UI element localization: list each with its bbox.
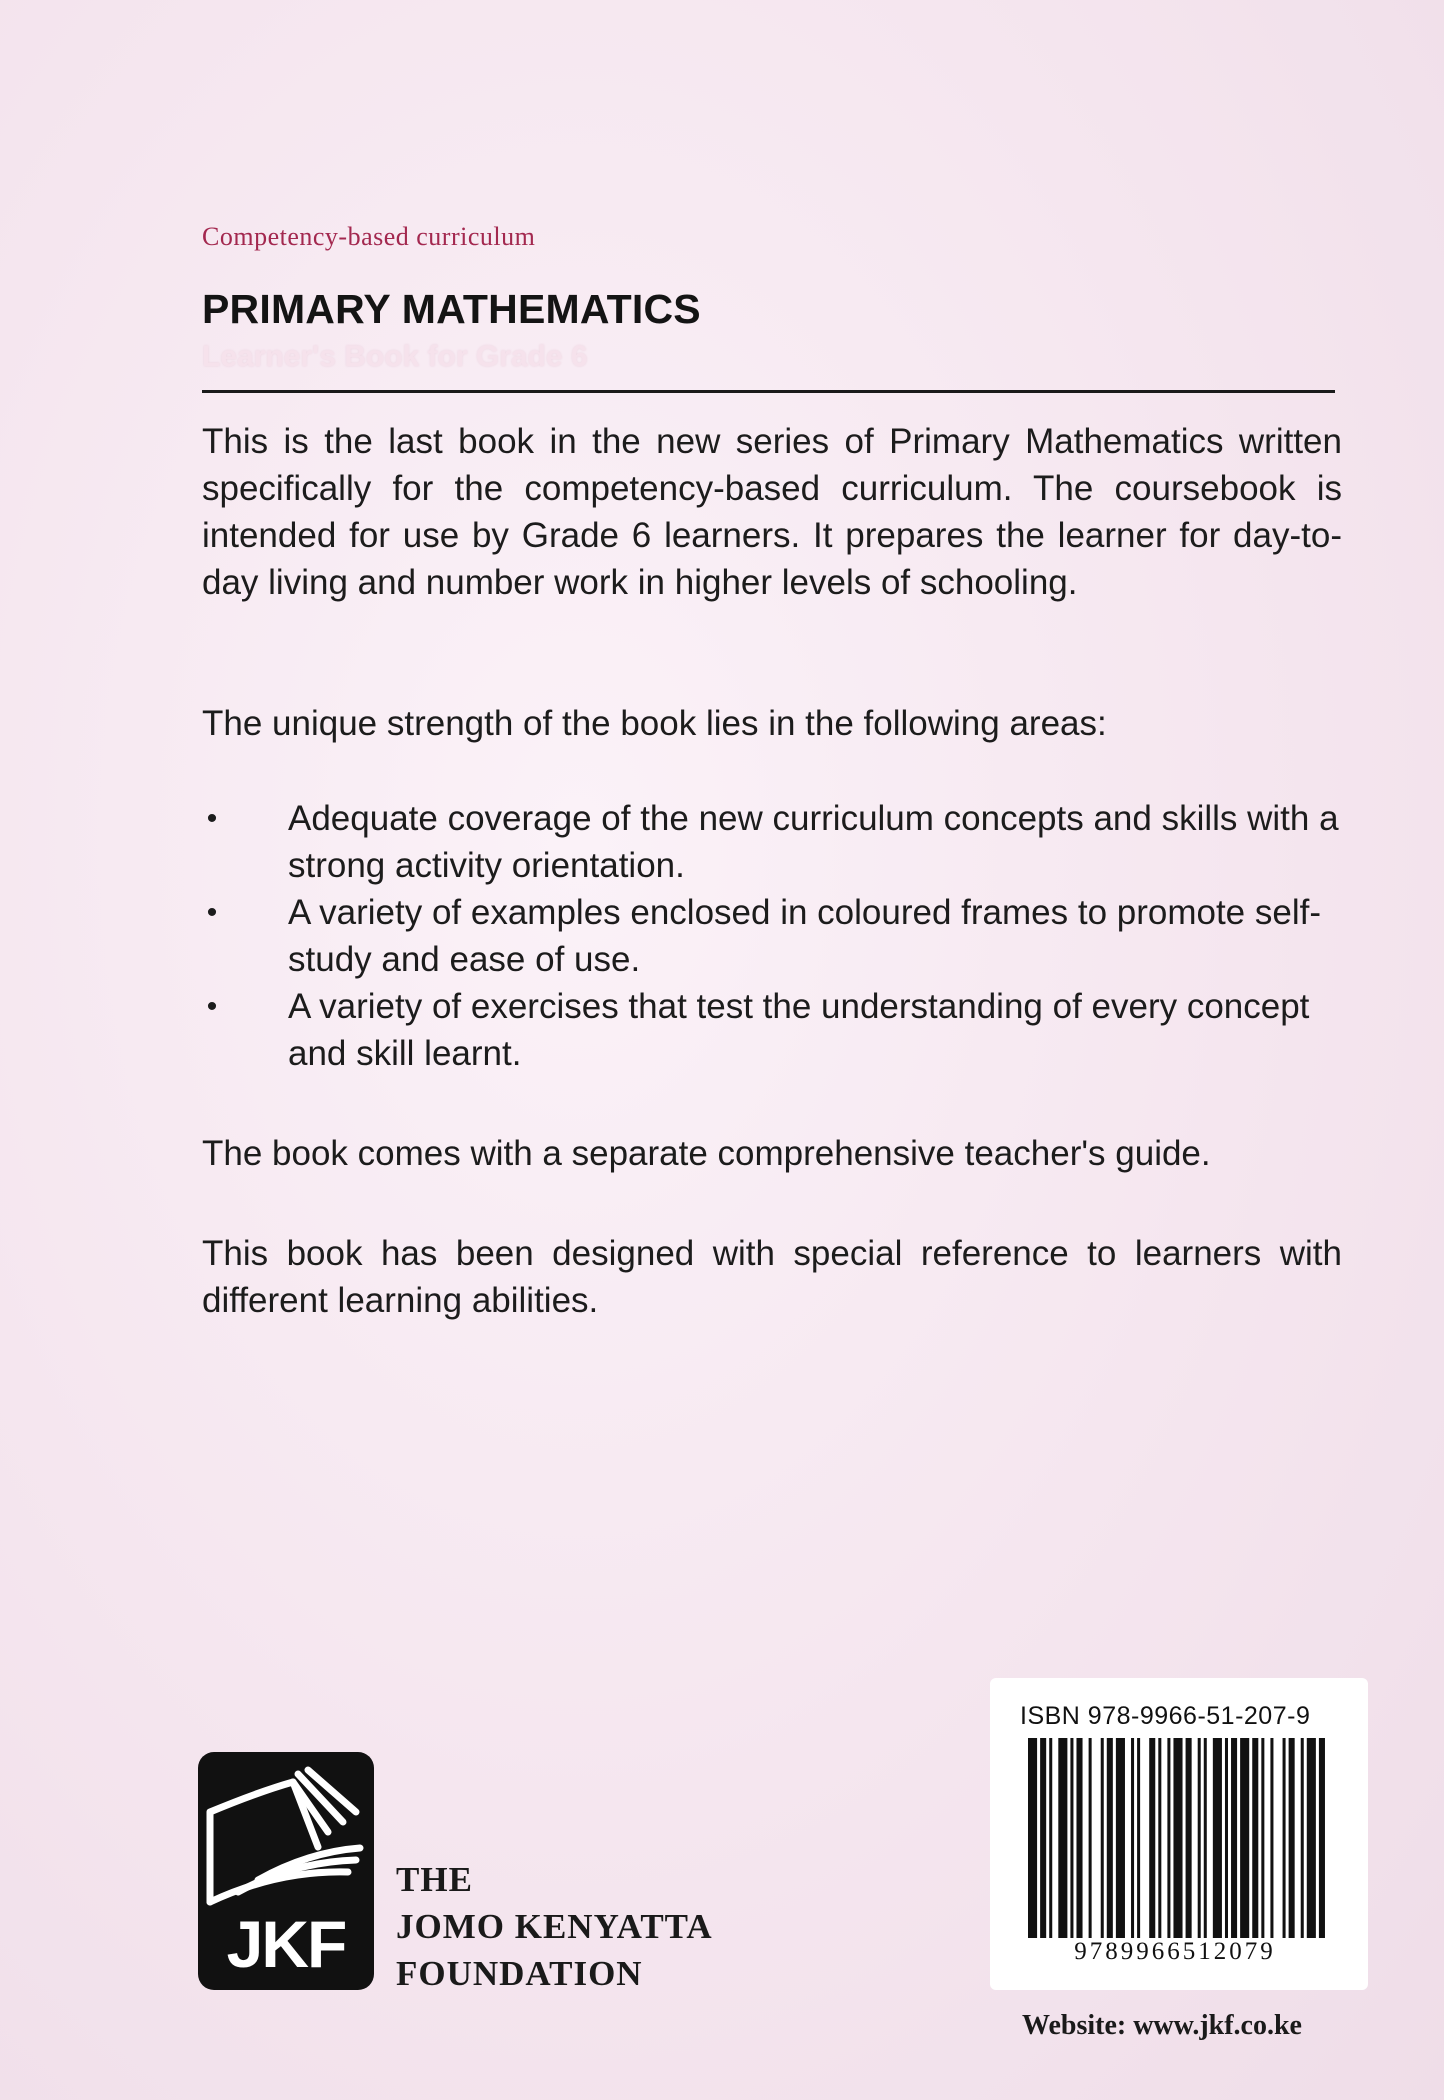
barcode-bar xyxy=(1307,1738,1316,1938)
list-item xyxy=(202,983,1342,1077)
barcode-bar xyxy=(1089,1738,1092,1938)
barcode-bars xyxy=(1028,1738,1328,1938)
barcode-bar xyxy=(1204,1738,1207,1938)
barcode-bar xyxy=(1319,1738,1325,1938)
barcode-digits: 9789966512079 xyxy=(1010,1938,1340,1966)
jkf-logo-text: JKF xyxy=(226,1907,346,1981)
publisher-name-line: FOUNDATION xyxy=(396,1954,643,1993)
barcode-bar xyxy=(1158,1738,1161,1938)
barcode-bar xyxy=(1116,1738,1125,1938)
isbn-barcode xyxy=(990,1678,1368,1990)
publisher-name-line: THE xyxy=(396,1860,473,1899)
title-divider xyxy=(202,390,1335,393)
list-item xyxy=(202,795,1342,889)
bullet-icon: • xyxy=(206,802,218,835)
intro-paragraph: This is the last book in the new series of Primary Mathematics written specifically for the competency-based curriculum. The coursebook is intended for use by Grade 6 learners. It prepares the learner for day-to-day living and number work in higher levels of schooling. xyxy=(202,422,1342,602)
barcode-bar xyxy=(1167,1738,1170,1938)
barcode-bar xyxy=(1301,1738,1304,1938)
barcode-bar xyxy=(1040,1738,1046,1938)
strength-list xyxy=(202,795,1342,1077)
barcode-bar xyxy=(1270,1738,1273,1938)
barcode-bar xyxy=(1028,1738,1037,1938)
barcode-bar xyxy=(1283,1738,1286,1938)
barcode-bar xyxy=(1058,1738,1067,1938)
barcode-bar xyxy=(1252,1738,1258,1938)
publisher-name-line: JOMO KENYATTA xyxy=(396,1907,713,1946)
barcode-bar xyxy=(1261,1738,1264,1938)
strength-heading: The unique strength of the book lies in the following areas: xyxy=(202,704,1107,743)
barcode-bar xyxy=(1101,1738,1104,1938)
barcode-bar xyxy=(1289,1738,1295,1938)
book-subtitle: Learner's Book for Grade 6 xyxy=(202,340,588,373)
list-item-text: A variety of examples enclosed in coloured frames to promote self-study and ease of use. xyxy=(288,893,1321,979)
learning-abilities-note: This book has been designed with special reference to learners with different learning abilities. xyxy=(202,1234,1342,1320)
barcode-bar xyxy=(1186,1738,1192,1938)
list-item-text: Adequate coverage of the new curriculum concepts and skills with a strong activity orientation. xyxy=(288,799,1339,885)
bullet-icon: • xyxy=(206,896,218,929)
teachers-guide-note: The book comes with a separate comprehensive teacher's guide. xyxy=(202,1134,1211,1173)
list-item-text: A variety of exercises that test the understanding of every concept and skill learnt. xyxy=(288,987,1310,1073)
barcode-bar xyxy=(1076,1738,1082,1938)
barcode-bar xyxy=(1225,1738,1228,1938)
bullet-icon: • xyxy=(206,990,218,1023)
curriculum-label: Competency-based curriculum xyxy=(202,222,536,251)
barcode-bar xyxy=(1198,1738,1201,1938)
barcode-bar xyxy=(1240,1738,1249,1938)
barcode-bar xyxy=(1149,1738,1155,1938)
barcode-bar xyxy=(1107,1738,1113,1938)
publisher-name xyxy=(396,1856,713,1997)
isbn-number: ISBN 978-9966-51-207-9 xyxy=(1020,1702,1311,1730)
barcode-bar xyxy=(1213,1738,1222,1938)
barcode-bar xyxy=(1231,1738,1237,1938)
barcode-bar xyxy=(1137,1738,1140,1938)
barcode-bar xyxy=(1070,1738,1073,1938)
publisher-website: Website: www.jkf.co.ke xyxy=(1022,2010,1302,2041)
barcode-bar xyxy=(1131,1738,1134,1938)
barcode-bar xyxy=(1173,1738,1182,1938)
list-item xyxy=(202,889,1342,983)
open-book-icon xyxy=(198,1752,374,1922)
jkf-logo xyxy=(198,1752,374,1990)
book-title: PRIMARY MATHEMATICS xyxy=(202,286,701,332)
barcode-bar xyxy=(1049,1738,1052,1938)
